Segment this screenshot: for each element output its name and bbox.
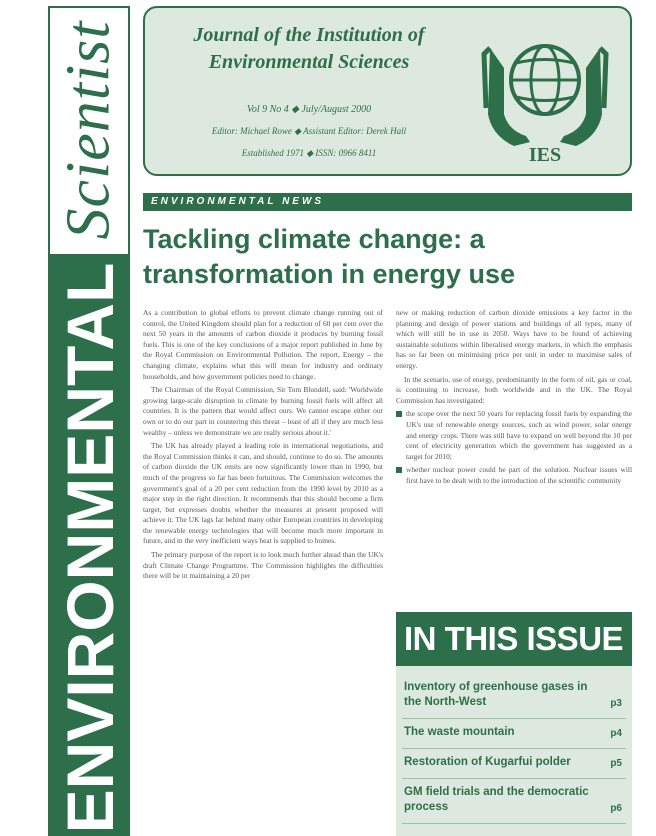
ies-logo-icon: [470, 18, 620, 168]
contents-item-page: p4: [610, 728, 622, 739]
bullet-text: the scope over the next 50 years for replacing fossil fuels by expanding the UK's use of renewable energy sources, such as wind power, solar energy and energy crops. There was still have to expand on well beyond the 10 per cent of electricity generation which the government has suggested as a target for 2010;: [406, 409, 632, 461]
svg-text:IES: IES: [528, 144, 562, 166]
established-info: Established 1971 ◆ ISSN: 0966 8411: [241, 148, 377, 158]
bullet-text: whether nuclear power could be part of the solution. Nuclear issues will first have to be dealt with to the introduction of the scientific community: [406, 465, 632, 485]
editor-info: Editor: Michael Rowe ◆ Assistant Editor: Derek Hall: [211, 126, 407, 136]
article-paragraph: The UK has already played a leading role in international negotiations, and the Royal Commission thinks it can, and should, continue to do so. The amounts of carbon dioxide the UK emits are now significantly lower than in 1990, but much of the progress so far has been fortuitous. The Commission welcomes the government's goal of a 20 per cent reduction from the 1990 level by 2010 as a major step in the right direction. It recommends that this should become a firm target, but expresses doubts whether the measures at present proposed will achieve it. The UK lags far behind many other European countries in developing the renewable energy technologies that will become much more important in future, and in the very inefficient ways heat is supplied to homes.: [143, 441, 383, 546]
article-headline: Tackling climate change: a transformation in energy use: [143, 224, 516, 289]
in-this-issue-heading: IN THIS ISSUE: [396, 612, 632, 666]
contents-item[interactable]: [402, 779, 626, 824]
article-paragraph: new or making reduction of carbon dioxide emissions a key factor in the planning and design of power stations and buildings of all types, many of which will still be in use in 2050. Ways have to be found of achieving sustainable solutions within liberalised energy markets, in which the emphasis has so far been on minimising price per unit in order to maximise sales of energy.: [396, 308, 632, 370]
article-bullet-list: [396, 409, 632, 486]
square-bullet-icon: [396, 467, 402, 473]
contents-item-title: Restoration of Kugarfui polder: [404, 756, 571, 768]
section-label: ENVIRONMENTAL NEWS: [143, 193, 632, 211]
contents-item[interactable]: [402, 674, 626, 719]
contents-item-title: GM field trials and the democratic process: [404, 786, 589, 813]
journal-title: Journal of the Institution of Environmental Sciences: [193, 24, 425, 73]
article-body-right: [396, 308, 632, 608]
contents-item-title: Inventory of greenhouse gases in the North-West: [404, 681, 588, 708]
masthead-title-environmental: ENVIRONMENTAL: [53, 262, 127, 834]
issue-info: Vol 9 No 4 ◆ July/August 2000: [246, 104, 372, 115]
contents-item[interactable]: [402, 719, 626, 749]
in-this-issue-list: [396, 674, 632, 824]
article-paragraph: In the scenario, use of energy, predominantly in the form of oil, gas or coal, is continuing to increase, both worldwide and in the UK. The Royal Commission has investigated:: [396, 374, 632, 405]
contents-item[interactable]: [402, 749, 626, 779]
in-this-issue-box: [396, 612, 632, 836]
article-body-left: [143, 308, 383, 836]
contents-item-page: p3: [610, 698, 622, 709]
contents-item-page: p5: [610, 758, 622, 769]
article-paragraph: The primary purpose of the report is to look much further ahead than the UK's draft Climate Change Programme. The Commission highlights the difficulties there will be in maintaining a 20 per: [143, 550, 383, 581]
article-bullet-item: [396, 465, 632, 486]
contents-item-page: p6: [610, 803, 622, 814]
masthead-title-scientist: Scientist: [54, 20, 123, 240]
article-bullet-item: [396, 409, 632, 462]
article-paragraph: As a contribution to global efforts to prevent climate change running out of control, the United Kingdom should plan for a reduction of 60 per cent over the next 50 years in the amounts of carbon dioxide it produces by burning fossil fuels. This is one of the key conclusions of a major report published in June by the Royal Commission on Environmental Pollution. The report, Energy – the changing climate, explains what this will mean for industry and ordinary households, and how government policies need to change.: [143, 308, 383, 381]
contents-item-title: The waste mountain: [404, 726, 515, 738]
article-paragraph: The Chairman of the Royal Commission, Sir Tom Blundell, said: 'Worldwide growing large-scale disruption to climate by burning fossil fuels will affect all countries. It is the pattern that would affect ours. We cannot escape either our own or to do our part in countering this threat – least of all if they are much less wealthy – unless we demonstrate we are really serious about it.': [143, 385, 383, 437]
journal-header: [143, 6, 632, 176]
square-bullet-icon: [396, 411, 402, 417]
